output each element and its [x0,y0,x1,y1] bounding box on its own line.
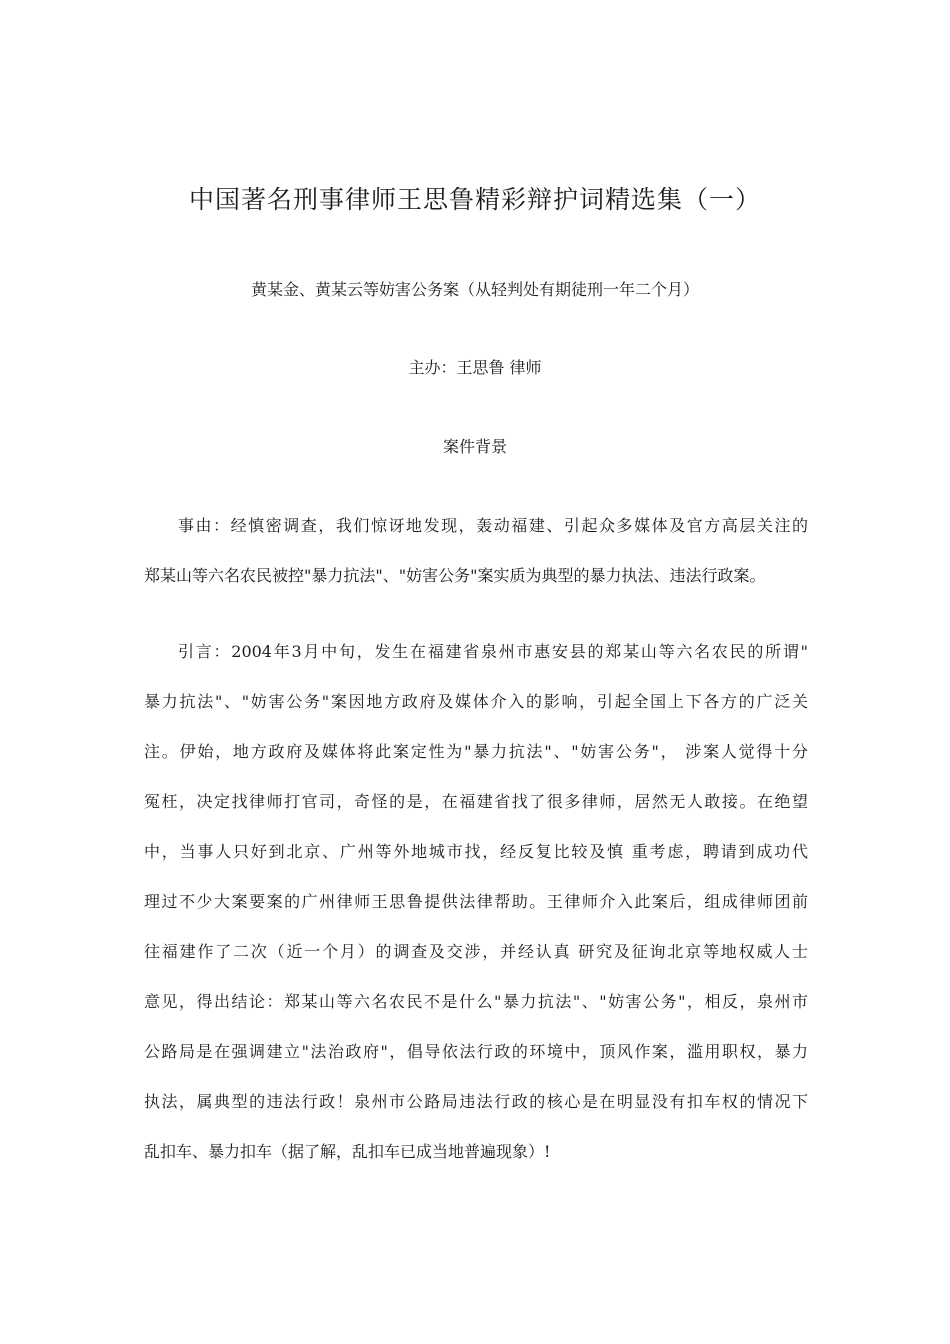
document-title: 中国著名刑事律师王思鲁精彩辩护词精选集（一） [188,185,761,214]
case-subtitle: 黄某金、黄某云等妨害公务案（从轻判处有期徒刑一年二个月） [250,280,699,299]
paragraph-line: 暴力抗法"、"妨害公务"案因地方政府及媒体介入的影响，引起全国上下各方的广泛关 [144,692,808,711]
paragraph-line: 理过不少大案要案的广州律师王思鲁提供法律帮助。王律师介入此案后，组成律师团前 [144,892,808,911]
paragraph-line: 往福建作了二次（近一个月）的调查及交涉，并经认真 研究及征询北京等地权威人士 [144,942,808,961]
section-heading: 案件背景 [442,437,507,456]
paragraph-cause [144,512,808,612]
paragraph-line: 事由：经慎密调查，我们惊讶地发现，轰动福建、引起众多媒体及官方高层关注的 [178,516,808,535]
paragraph-introduction [144,638,808,1188]
paragraph-line: 郑某山等六名农民被控"暴力抗法"、"妨害公务"案实质为典型的暴力执法、违法行政案。 [144,566,766,585]
paragraph-line: 意见，得出结论：郑某山等六名农民不是什么"暴力抗法"、"妨害公务"，相反，泉州市 [144,992,808,1011]
paragraph-line: 执法，属典型的违法行政！泉州市公路局违法行政的核心是在明显没有扣车权的情况下 [144,1092,808,1111]
paragraph-line: 引言：2004年3月中旬，发生在福建省泉州市惠安县的郑某山等六名农民的所谓" [178,642,808,661]
paragraph-line: 公路局是在强调建立"法治政府"，倡导依法行政的环境中，顶风作案，滥用职权，暴力 [144,1042,808,1061]
paragraph-line: 乱扣车、暴力扣车（据了解，乱扣车已成当地普遍现象）! [144,1142,551,1161]
paragraph-line: 注。伊始，地方政府及媒体将此案定性为"暴力抗法"、"妨害公务"， 涉案人觉得十分 [144,742,808,761]
host-line: 主办：王思鲁 律师 [408,358,542,377]
paragraph-line: 中，当事人只好到北京、广州等外地城市找，经反复比较及慎 重考虑，聘请到成功代 [144,842,808,861]
paragraph-line: 冤枉，决定找律师打官司，奇怪的是，在福建省找了很多律师，居然无人敢接。在绝望 [144,792,808,811]
